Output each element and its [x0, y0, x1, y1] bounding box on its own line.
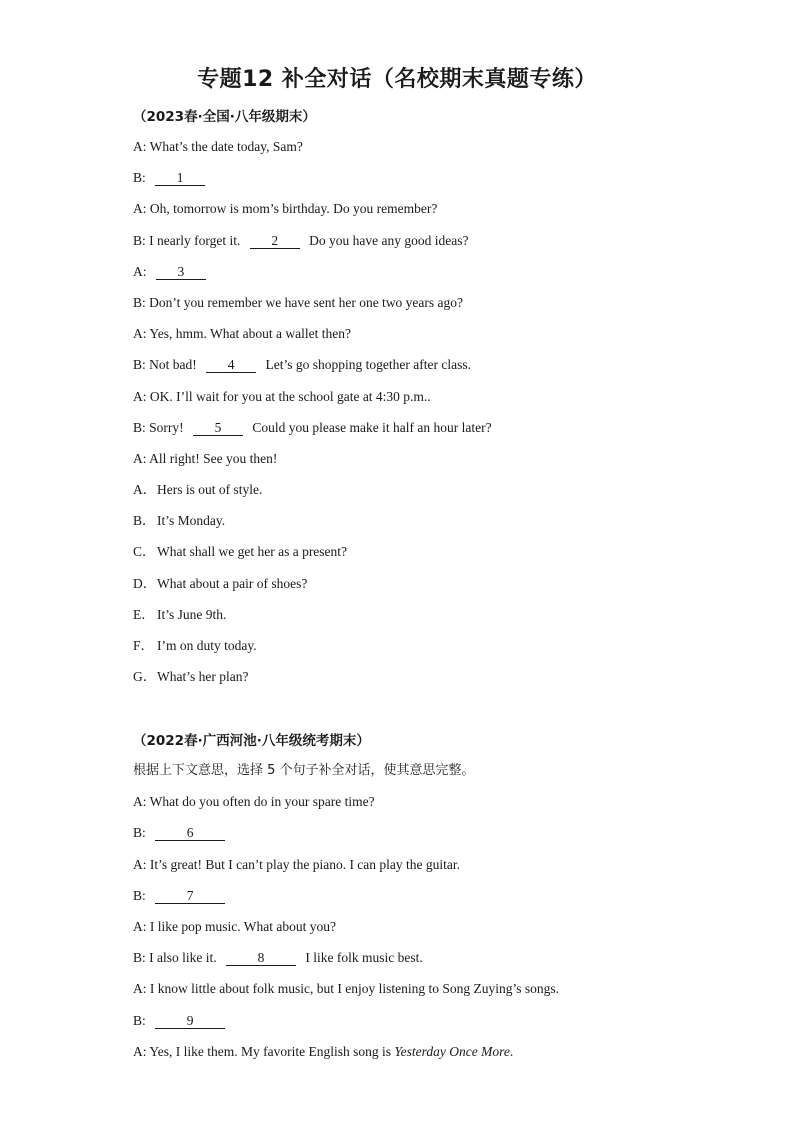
speaker: A:: [133, 263, 147, 279]
dialogue-line: [133, 193, 753, 224]
speaker: B:: [133, 232, 146, 248]
section-1: [133, 103, 753, 692]
dialogue-line: [133, 911, 753, 942]
speaker: B:: [133, 357, 146, 373]
option-text: What shall we get her as a present?: [157, 544, 348, 560]
option-item: [133, 599, 753, 630]
option-letter: B．: [133, 513, 156, 529]
option-letter: C．: [133, 544, 156, 560]
line-text: Oh, tomorrow is mom’s birthday. Do you remember?: [149, 201, 438, 217]
line-text: I also like it.: [149, 950, 217, 966]
option-item: [133, 568, 753, 599]
option-text: What about a pair of shoes?: [157, 575, 308, 591]
speaker: A:: [133, 1043, 147, 1059]
dialogue-line: [133, 973, 753, 1004]
speaker: A:: [133, 918, 147, 934]
option-item: [133, 474, 753, 505]
section-instruction: 根据上下文意思，选择 5 个句子补全对话，使其意思完整。: [133, 763, 475, 778]
speaker: B:: [133, 950, 146, 966]
dialogue-line: [133, 849, 753, 880]
option-text: I’m on duty today.: [157, 638, 257, 653]
dialogue-line: [133, 880, 753, 911]
option-letter: A．: [133, 482, 157, 498]
line-text: Could you please make it half an hour later?: [252, 419, 492, 435]
speaker: A:: [133, 139, 147, 154]
option-letter: D．: [133, 575, 157, 591]
speaker: B:: [133, 294, 146, 310]
dialogue-line: [133, 256, 753, 287]
dialogue-line: [133, 162, 753, 193]
line-text: Do you have any good ideas?: [309, 232, 469, 248]
dialogue-line: [133, 412, 753, 443]
line-text: All right! See you then!: [149, 450, 278, 466]
option-letter: G．: [133, 669, 157, 685]
dialogue-line: [133, 443, 753, 474]
line-text: I nearly forget it.: [149, 232, 241, 248]
dialogue-line: [133, 817, 753, 848]
line-text: What’s the date today, Sam?: [149, 139, 303, 154]
speaker: A:: [133, 856, 147, 872]
section-source: （2022春·广西河池·八年级统考期末）: [133, 733, 370, 749]
song-title: Yesterday Once More: [394, 1043, 510, 1059]
speaker: A:: [133, 201, 147, 217]
answer-blank: 6: [155, 825, 225, 841]
option-item: [133, 661, 753, 692]
answer-blank: 2: [250, 233, 300, 249]
answer-blank: 1: [155, 170, 205, 186]
dialogue-line: [133, 1005, 753, 1036]
answer-blank: 3: [156, 264, 206, 280]
dialogue-line: [133, 349, 753, 380]
line-text: I like pop music. What about you?: [149, 918, 336, 934]
dialogue-line: [133, 318, 753, 349]
speaker: A:: [133, 794, 147, 810]
line-text: It’s great! But I can’t play the piano. I can play the guitar.: [149, 856, 461, 872]
section-2: [133, 727, 753, 1067]
line-text: I know little about folk music, but I enjoy listening to Song Zuying’s songs.: [149, 981, 559, 997]
speaker: B:: [133, 887, 146, 903]
dialogue-line: [133, 287, 753, 318]
answer-blank: 5: [193, 420, 243, 436]
line-text: Not bad!: [149, 357, 197, 373]
line-text: OK. I’ll wait for you at the school gate at 4:30 p.m..: [149, 388, 431, 404]
answer-blank: 9: [155, 1013, 225, 1029]
line-text: Let’s go shopping together after class.: [265, 357, 471, 373]
speaker: A:: [133, 326, 147, 342]
option-item: [133, 630, 753, 661]
option-text: It’s Monday.: [157, 513, 226, 529]
section-source: （2023春·全国·八年级期末）: [133, 109, 316, 125]
option-text: Hers is out of style.: [157, 482, 263, 498]
option-letter: F．: [133, 638, 155, 653]
answer-blank: 4: [206, 357, 256, 373]
speaker: A:: [133, 388, 147, 404]
speaker: A:: [133, 450, 147, 466]
line-text: Yes, I like them. My favorite English song is: [149, 1043, 391, 1059]
speaker: B:: [133, 1012, 146, 1028]
dialogue-line: [133, 131, 753, 162]
speaker: B:: [133, 170, 146, 186]
speaker: A:: [133, 981, 147, 997]
line-text: Sorry!: [149, 419, 184, 435]
option-text: It’s June 9th.: [157, 606, 227, 622]
speaker: B:: [133, 825, 146, 841]
line-text: Yes, hmm. What about a wallet then?: [149, 326, 351, 342]
dialogue-line: [133, 381, 753, 412]
line-text: What do you often do in your spare time?: [149, 794, 375, 810]
dialogue-line: [133, 1036, 753, 1067]
dialogue-line: [133, 786, 753, 817]
option-text: What’s her plan?: [157, 669, 249, 685]
line-text: I like folk music best.: [305, 950, 423, 966]
option-letter: E．: [133, 606, 155, 622]
dialogue-line: [133, 942, 753, 973]
answer-blank: 8: [226, 950, 296, 966]
option-item: [133, 536, 753, 567]
option-item: [133, 505, 753, 536]
dialogue-line: [133, 225, 753, 256]
answer-blank: 7: [155, 888, 225, 904]
line-end: .: [509, 1043, 514, 1059]
page-title: 专题12 补全对话（名校期末真题专练）: [197, 67, 597, 92]
speaker: B:: [133, 419, 146, 435]
line-text: Don’t you remember we have sent her one two years ago?: [149, 294, 464, 310]
